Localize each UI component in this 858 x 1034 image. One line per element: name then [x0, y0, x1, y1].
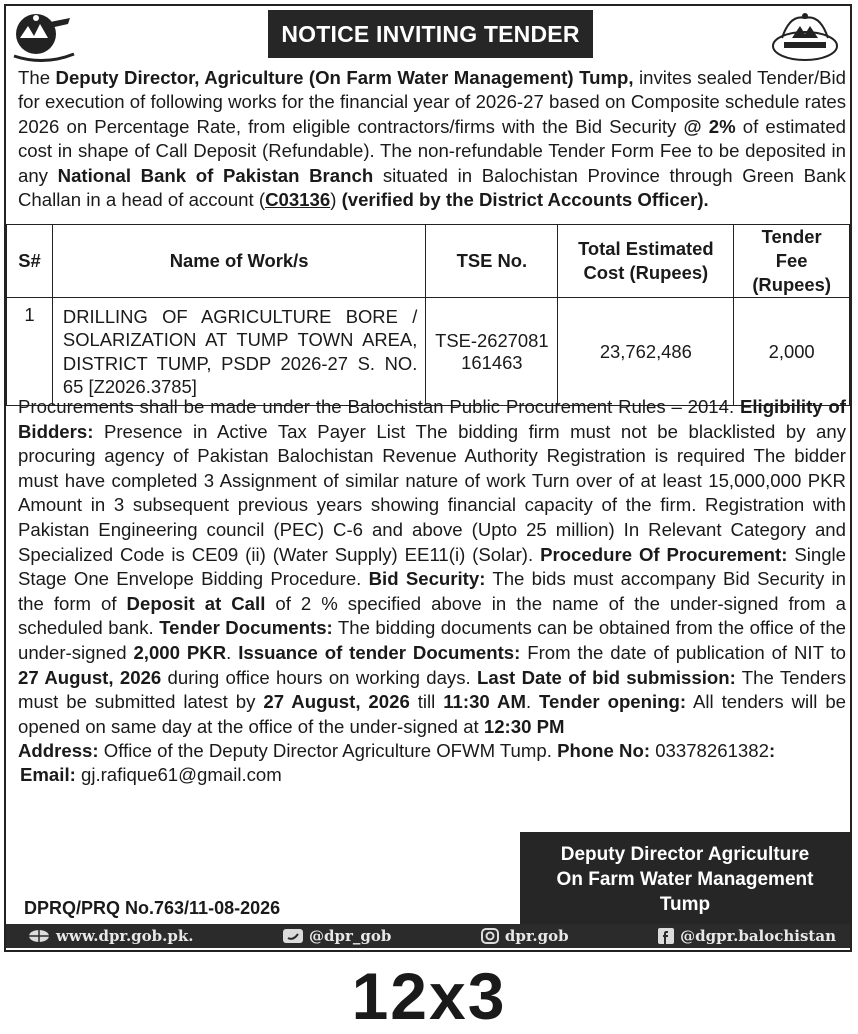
col-header-tse: TSE No. [426, 225, 558, 298]
signature-line-2: On Farm Water Management [556, 868, 814, 890]
balochistan-emblem-icon [10, 8, 78, 66]
cell-work: DRILLING OF AGRICULTURE BORE / SOLARIZATION AT TUMP TOWN AREA, DISTRICT TUMP, PSDP 2026-27 S. NO. 65 [Z2026.3785] [52, 298, 425, 406]
ad-size-label: 12x3 [351, 959, 507, 1033]
col-header-fee: Tender Fee (Rupees) [734, 225, 850, 298]
email-line: Email: gj.rafique61@gmail.com [20, 764, 282, 785]
signature-line-1: Deputy Director Agriculture [560, 843, 810, 865]
twitter-icon [283, 929, 303, 943]
works-table [6, 224, 850, 406]
globe-icon [28, 929, 50, 943]
signature-line-3: Tump [659, 893, 711, 915]
col-header-cost: Total Estimated Cost (Rupees) [558, 225, 734, 298]
agriculture-department-emblem-icon [770, 8, 840, 64]
col-header-work: Name of Work/s [52, 225, 425, 298]
email-address: gj.rafique61@gmail.com [75, 764, 282, 785]
cell-sn: 1 [7, 298, 53, 406]
social-footer [6, 924, 850, 948]
cell-fee: 2,000 [734, 298, 850, 406]
cell-tse: TSE-2627081161463 [426, 298, 558, 406]
reference-number: DPRQ/PRQ No.763/11-08-2026 [24, 898, 281, 918]
table-row [7, 298, 850, 406]
instagram-icon [481, 928, 499, 944]
signature-block [520, 832, 850, 926]
conditions-text: Procurements shall be made under the Balochistan Public Procurement Rules – 2014. Eligibility of Bidders: Presence in Active Tax Payer List The bidding firm must not be blacklisted by any procuring agency of Pakistan Balochistan Revenue Authority Registration is required The bidder must have completed 3 Assignment of similar nature of work Turn over of at least 15,000,000 PKR Amount in 3 subsequent previous years showing financial capacity of the firm. Registration with Pakistan Engineering council (PEC) C-6 and above (Upto 25 million) In Relevant Category and Specialized Code is CE09 (ii) (Water Supply) EE11(i) (Solar). Procedure Of Procurement: Single Stage One Envelope Bidding Procedure. Bid Security: The bids must accompany Bid Security in the form of Deposit at Call of 2 % specified above in the name of the under-signed from a scheduled bank. Tender Documents: The bidding documents can be obtained from the office of the under-signed 2,000 PKR. Issuance of tender Documents: From the date of publication of NIT to 27 August, 2026 during office hours on working days. Last Date of bid submission: The Tenders must be submitted latest by 27 August, 2026 till 11:30 AM. Tender opening: All tenders will be opened on same day at the office of the under-signed at 12:30 PM Address: Office of the Deputy Director Agriculture OFWM Tump. Phone No: 03378261382: [18, 396, 847, 762]
footer-instagram: dpr.gob [481, 927, 569, 945]
facebook-icon [658, 928, 674, 944]
col-header-sn: S# [7, 225, 53, 298]
account-head: C03136 [265, 189, 331, 211]
cell-cost: 23,762,486 [558, 298, 734, 406]
footer-website: www.dpr.gob.pk. [28, 927, 193, 945]
footer-twitter: @dpr_gob [283, 927, 391, 945]
notice-title: NOTICE INVITING TENDER [268, 10, 593, 58]
intro-paragraph: The Deputy Director, Agriculture (On Farm Water Management) Tump, invites sealed Tender/Bid for execution of following works for the financial year of 2026-27 based on Composite schedule rates 2026 on Percentage Rate, from eligible contractors/firms with the Bid Security @ 2% of estimated cost in shape of Call Deposit (Refundable). The non-refundable Tender Form Fee to be deposited in any National Bank of Pakistan Branch situated in Balochistan Province through Green Bank Challan in a head of account (C03136) (verified by the District Accounts Officer). [18, 67, 847, 211]
footer-facebook: @dgpr.balochistan [658, 927, 836, 945]
